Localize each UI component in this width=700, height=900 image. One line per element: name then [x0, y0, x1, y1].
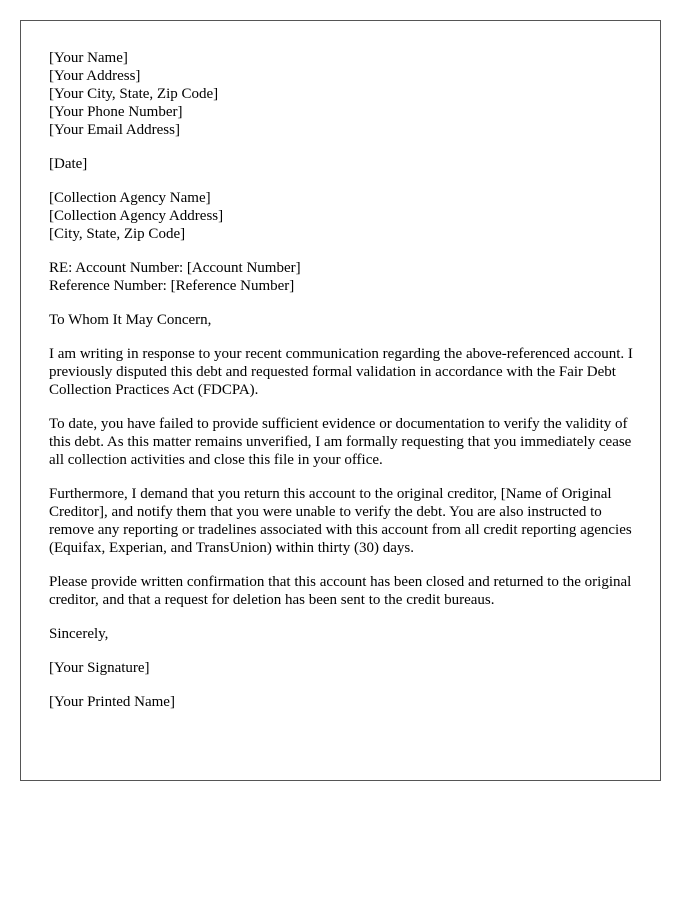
- body-paragraph: Furthermore, I demand that you return this account to the original creditor, [Name of Original Creditor], and notify them that you were unable to verify the debt. You are also instructed to remove any reporting or tradelines associated with this account from all credit reporting agencies (Equifax, Experian, and TransUnion) within thirty (30) days.: [49, 486, 632, 556]
- account-number-line: RE: Account Number: [Account Number]: [49, 260, 301, 276]
- recipient-name: [Collection Agency Name]: [49, 190, 211, 206]
- body-paragraph: Please provide written confirmation that this account has been closed and returned to the original creditor, and that a request for deletion has been sent to the credit bureaus.: [49, 574, 632, 608]
- recipient-block: [49, 189, 639, 243]
- sender-address: [Your Address]: [49, 68, 141, 84]
- sender-city: [Your City, State, Zip Code]: [49, 86, 219, 102]
- sender-name: [Your Name]: [49, 50, 128, 66]
- reference-number-line: Reference Number: [Reference Number]: [49, 278, 295, 294]
- sender-phone: [Your Phone Number]: [49, 104, 183, 120]
- printed-name: [Your Printed Name]: [49, 694, 175, 710]
- letter-page: [20, 20, 661, 781]
- closing: Sincerely,: [49, 626, 109, 642]
- sender-email: [Your Email Address]: [49, 122, 180, 138]
- body-paragraph: I am writing in response to your recent communication regarding the above-referenced account. I previously disputed this debt and requested formal validation in accordance with the Fair Debt Collection Practices Act (FDCPA).: [49, 346, 633, 398]
- sender-block: [49, 49, 639, 139]
- body-paragraph: To date, you have failed to provide sufficient evidence or documentation to verify the validity of this debt. As this matter remains unverified, I am formally requesting that you immediately cease all collection activities and close this file in your office.: [49, 416, 632, 468]
- salutation: To Whom It May Concern,: [49, 312, 212, 328]
- letter-date: [Date]: [49, 156, 88, 172]
- recipient-city: [City, State, Zip Code]: [49, 226, 186, 242]
- signature: [Your Signature]: [49, 660, 150, 676]
- recipient-address: [Collection Agency Address]: [49, 208, 224, 224]
- reference-block: [49, 259, 639, 295]
